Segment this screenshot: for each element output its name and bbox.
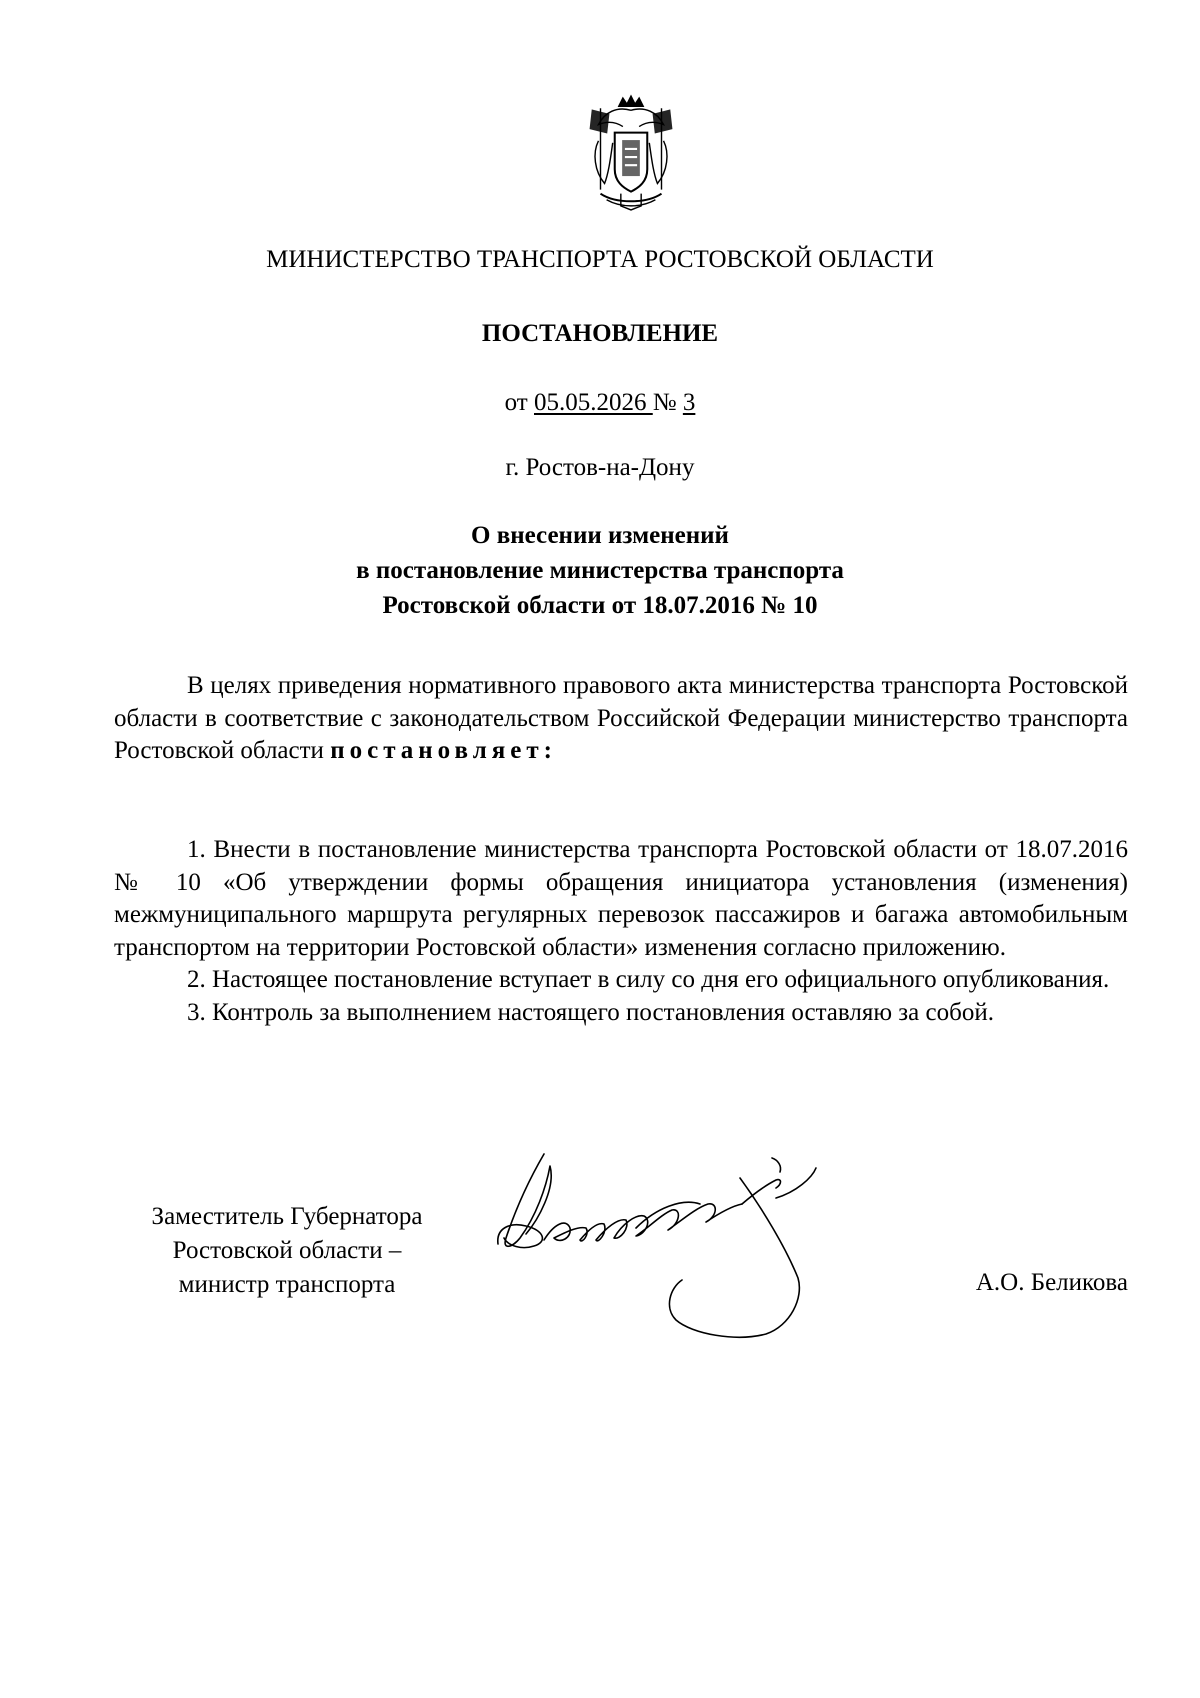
decree-word: постановляет: <box>330 737 557 764</box>
resolution-item: 1. Внести в постановление министерства транспорта Ростовской области от 18.07.2016 № 10 «Об утверждении формы обращения инициатора установления (изменения) межмуниципального маршрута регулярных перевозок пассажиров и багажа автомобильным транспортом на территории Ростовской области» изменения согласно приложению. <box>114 836 1128 961</box>
title-line-3: Ростовской области от 18.07.2016 № 10 <box>382 592 818 619</box>
document-title <box>0 518 1200 623</box>
signatory-position <box>122 1200 452 1302</box>
handwritten-signature-icon <box>486 1148 846 1348</box>
ministry-name: МИНИСТЕРСТВО ТРАНСПОРТА РОСТОВСКОЙ ОБЛАСТИ <box>266 246 934 273</box>
number-sign: № <box>652 389 677 416</box>
date-prefix: от <box>504 389 528 416</box>
signatory-name: А.О. Беликова <box>975 1269 1128 1296</box>
preamble <box>114 670 1128 768</box>
document-number: 3 <box>682 389 696 416</box>
preamble-text: В целях приведения нормативного правового акта министерства транспорта Ростовской области в соответствие с законодательством Российской Федерации министерство транспорта Ростовской области <box>114 672 1128 764</box>
coat-of-arms-icon <box>570 92 692 214</box>
document-type: ПОСТАНОВЛЕНИЕ <box>481 320 719 347</box>
title-line-2: в постановление министерства транспорта <box>356 557 844 584</box>
resolution-item: 2. Настоящее постановление вступает в силу со дня его официального опубликования. <box>187 966 1110 993</box>
title-line-1: О внесении изменений <box>471 522 729 549</box>
resolution-item: 3. Контроль за выполнением настоящего постановления оставляю за собой. <box>187 998 994 1026</box>
position-line-2: Ростовской области – <box>172 1237 402 1264</box>
city: г. Ростов-на-Дону <box>505 454 695 481</box>
position-line-1: Заместитель Губернатора <box>151 1203 423 1230</box>
date-number-line <box>0 387 1200 419</box>
document-date: 05.05.2026 <box>534 389 647 416</box>
position-line-3: министр транспорта <box>178 1271 396 1298</box>
resolution-items <box>114 834 1128 1029</box>
